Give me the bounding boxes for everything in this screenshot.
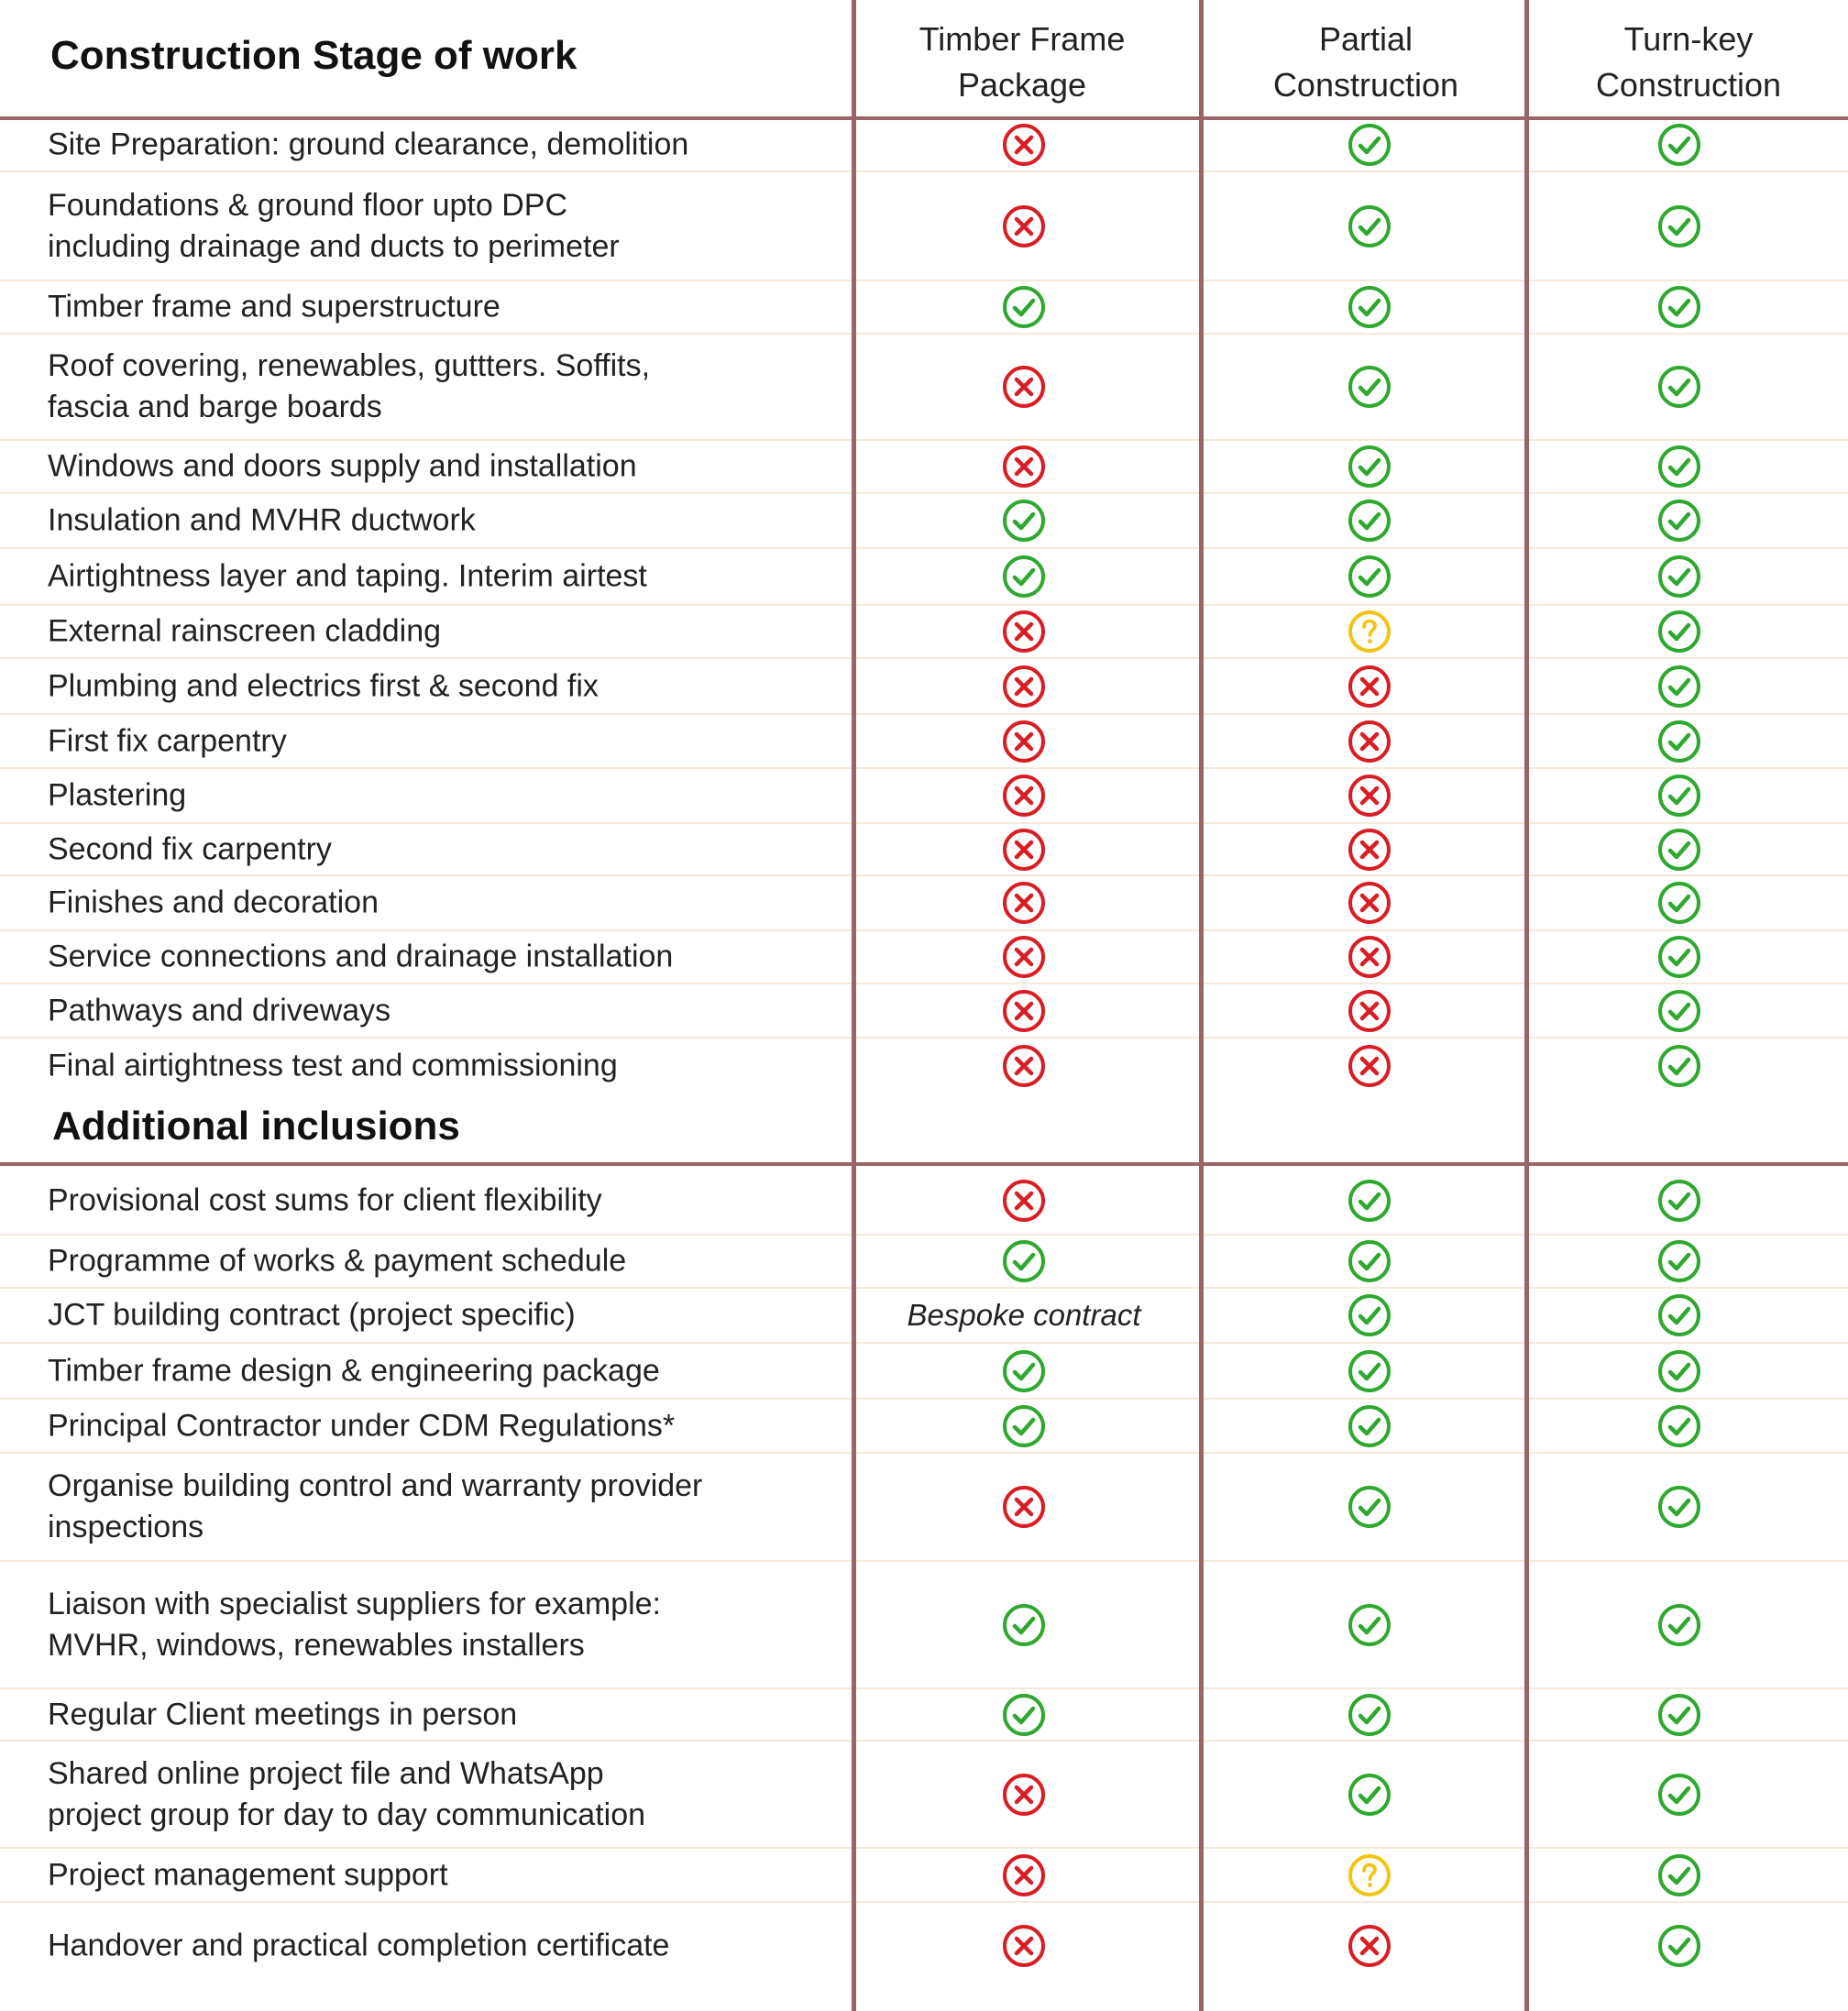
table-row [0, 171, 1848, 280]
check-circle-icon [1348, 445, 1392, 489]
row-label [48, 1241, 626, 1282]
table-row [0, 1038, 1848, 1093]
table-row [0, 1741, 1848, 1848]
cross-circle-icon [1002, 881, 1046, 925]
row-label-line: fascia and barge boards [48, 390, 382, 424]
check-circle-icon [1657, 989, 1701, 1033]
check-circle-icon [1348, 1179, 1392, 1223]
check-circle-icon [1348, 1773, 1392, 1817]
row-label-line: Final airtightness test and commissioning [48, 1048, 618, 1082]
table-row [0, 1288, 1848, 1343]
row-label [48, 500, 476, 542]
check-circle-icon [1657, 881, 1701, 925]
table-row [0, 1453, 1848, 1561]
check-circle-icon [1657, 123, 1701, 167]
cross-circle-icon [1348, 665, 1392, 709]
cross-circle-icon [1002, 1924, 1046, 1968]
table-title: Construction Stage of work [50, 33, 578, 78]
row-label [48, 1045, 618, 1086]
column-header-partial [1204, 16, 1528, 108]
row-label [48, 1753, 645, 1836]
column-divider [852, 0, 856, 2011]
table-row [0, 875, 1848, 930]
row-label [48, 883, 379, 924]
column-divider [1199, 0, 1204, 2011]
column-header-line: Partial [1318, 20, 1414, 58]
check-circle-icon [1657, 774, 1701, 818]
column-header-line: Package [957, 66, 1087, 104]
cross-circle-icon [1002, 665, 1046, 709]
table-row [0, 493, 1848, 548]
section-title: Additional inclusions [52, 1104, 460, 1148]
cross-circle-icon [1002, 1773, 1046, 1817]
check-circle-icon [1657, 1349, 1701, 1393]
column-header-line: Construction [1272, 66, 1459, 104]
row-label [48, 1405, 675, 1446]
check-circle-icon [1657, 445, 1701, 489]
row-label-line: Handover and practical completion certificate [48, 1928, 670, 1962]
cross-circle-icon [1002, 1044, 1046, 1088]
cross-circle-icon [1002, 610, 1046, 654]
check-circle-icon [1348, 1404, 1392, 1448]
row-label-line: Finishes and decoration [48, 885, 380, 920]
question-circle-icon [1348, 610, 1392, 654]
row-label-line: Plastering [48, 777, 187, 813]
cell-text: Bespoke contract [907, 1298, 1141, 1332]
row-label [48, 1925, 669, 1966]
check-circle-icon [1657, 1693, 1701, 1737]
cross-circle-icon [1348, 1044, 1392, 1088]
row-label [48, 990, 390, 1031]
check-circle-icon [1348, 555, 1392, 599]
header-divider [0, 116, 1848, 120]
check-circle-icon [1657, 1293, 1701, 1337]
row-label-line: Insulation and MVHR ductwork [48, 502, 476, 538]
check-circle-icon [1657, 1485, 1701, 1529]
row-label-line: MVHR, windows, renewables installers [48, 1627, 585, 1663]
table-row [0, 930, 1848, 984]
check-circle-icon [1348, 1239, 1392, 1283]
row-label-line: Liaison with specialist suppliers for example: [48, 1586, 661, 1621]
check-circle-icon [1657, 665, 1701, 709]
column-header-line: Construction [1595, 66, 1782, 104]
check-circle-icon [1657, 204, 1701, 248]
cross-circle-icon [1002, 123, 1046, 167]
check-circle-icon [1657, 1044, 1701, 1088]
cross-circle-icon [1002, 1485, 1046, 1529]
row-label [48, 125, 688, 166]
row-label [48, 287, 500, 328]
check-circle-icon [1348, 1485, 1392, 1529]
column-header-line: Timber Frame [918, 20, 1126, 58]
check-circle-icon [1002, 1404, 1046, 1448]
row-label [48, 1350, 660, 1391]
cross-circle-icon [1002, 935, 1046, 979]
row-label-line: Programme of works & payment schedule [48, 1243, 627, 1279]
table-row [0, 118, 1848, 171]
check-circle-icon [1002, 285, 1046, 329]
row-label [48, 775, 186, 817]
question-circle-icon [1348, 1853, 1392, 1897]
check-circle-icon [1657, 365, 1701, 409]
table-row [0, 1561, 1848, 1688]
check-circle-icon [1002, 1239, 1046, 1283]
check-circle-icon [1657, 828, 1701, 872]
row-label-line: Principal Contractor under CDM Regulations* [48, 1408, 676, 1443]
row-label [48, 185, 620, 268]
table-row [0, 605, 1848, 658]
row-label-line: Foundations & ground floor upto DPC [48, 187, 568, 223]
row-label [48, 665, 599, 707]
cross-circle-icon [1002, 365, 1046, 409]
row-label-line: Timber frame and superstructure [48, 289, 500, 324]
table-row [0, 1166, 1848, 1235]
check-circle-icon [1348, 1349, 1392, 1393]
row-label-line: Provisional cost sums for client flexibility [48, 1182, 602, 1217]
cross-circle-icon [1002, 720, 1046, 764]
cross-circle-icon [1002, 1179, 1046, 1223]
table-row [0, 334, 1848, 440]
row-label [48, 829, 332, 870]
check-circle-icon [1348, 285, 1392, 329]
row-label-line: Project management support [48, 1857, 448, 1892]
row-label [48, 346, 650, 428]
column-divider [1524, 0, 1529, 2011]
check-circle-icon [1657, 285, 1701, 329]
row-label-line: inspections [48, 1510, 204, 1544]
check-circle-icon [1348, 204, 1392, 248]
row-label-line: Site Preparation: ground clearance, demolition [48, 126, 689, 162]
row-label-line: Windows and doors supply and installation [48, 448, 637, 484]
cross-circle-icon [1348, 828, 1392, 872]
row-label-line: JCT building contract (project specific) [48, 1297, 576, 1333]
row-label-line: Plumbing and electrics first & second fix [48, 668, 599, 703]
column-header-turnkey [1529, 16, 1848, 108]
column-header-timber-frame [858, 16, 1186, 108]
check-circle-icon [1348, 1603, 1392, 1647]
table-row [0, 1848, 1848, 1902]
row-label [48, 1584, 661, 1666]
check-circle-icon [1002, 1693, 1046, 1737]
table-row [0, 280, 1848, 334]
table-row [0, 1688, 1848, 1741]
row-label-line: including drainage and ducts to perimeter [48, 228, 620, 264]
row-label-line: Regular Client meetings in person [48, 1697, 518, 1731]
row-label [48, 611, 441, 653]
check-circle-icon [1657, 499, 1701, 543]
table-row [0, 440, 1848, 493]
row-label [48, 1180, 602, 1221]
table-row [0, 658, 1848, 714]
check-circle-icon [1657, 1179, 1701, 1223]
check-circle-icon [1002, 555, 1046, 599]
row-label-line: Pathways and driveways [48, 993, 391, 1027]
check-circle-icon [1657, 1773, 1701, 1817]
row-label-line: First fix carpentry [48, 723, 287, 758]
row-label-line: Organise building control and warranty provider [48, 1468, 703, 1503]
row-label [48, 1295, 576, 1336]
table-row [0, 1343, 1848, 1399]
row-label [48, 1854, 448, 1896]
cross-circle-icon [1002, 828, 1046, 872]
check-circle-icon [1657, 1924, 1701, 1968]
row-label [48, 556, 647, 598]
cross-circle-icon [1002, 1853, 1046, 1897]
check-circle-icon [1657, 555, 1701, 599]
row-label-line: Service connections and drainage installation [48, 939, 674, 974]
cross-circle-icon [1002, 774, 1046, 818]
cross-circle-icon [1348, 1924, 1392, 1968]
cross-circle-icon [1002, 445, 1046, 489]
column-header-line: Turn-key [1623, 20, 1754, 58]
cross-circle-icon [1002, 204, 1046, 248]
row-label-line: Shared online project file and WhatsApp [48, 1755, 604, 1791]
row-label [48, 1466, 702, 1548]
check-circle-icon [1002, 499, 1046, 543]
row-label [48, 1694, 517, 1735]
check-circle-icon [1657, 1603, 1701, 1647]
cross-circle-icon [1348, 774, 1392, 818]
row-label-line: Roof covering, renewables, guttters. Soffits, [48, 348, 651, 383]
check-circle-icon [1657, 720, 1701, 764]
check-circle-icon [1002, 1349, 1046, 1393]
row-label-line: Timber frame design & engineering package [48, 1353, 660, 1388]
check-circle-icon [1348, 365, 1392, 409]
row-label [48, 446, 637, 488]
cross-circle-icon [1348, 881, 1392, 925]
check-circle-icon [1348, 1293, 1392, 1337]
check-circle-icon [1657, 1239, 1701, 1283]
table-row [0, 1235, 1848, 1288]
check-circle-icon [1657, 1853, 1701, 1897]
table-row [0, 714, 1848, 768]
table-row [0, 768, 1848, 823]
check-circle-icon [1348, 123, 1392, 167]
table-row [0, 823, 1848, 875]
row-label-line: Second fix carpentry [48, 831, 332, 866]
table-row [0, 984, 1848, 1038]
table-row [0, 548, 1848, 605]
row-label-line: External rainscreen cladding [48, 613, 442, 649]
row-label [48, 937, 673, 978]
row-label-line: project group for day to day communication [48, 1797, 646, 1832]
table-row [0, 1902, 1848, 1989]
table-row [0, 1399, 1848, 1453]
cross-circle-icon [1348, 989, 1392, 1033]
cross-circle-icon [1002, 989, 1046, 1033]
check-circle-icon [1657, 935, 1701, 979]
check-circle-icon [1348, 1693, 1392, 1737]
check-circle-icon [1348, 499, 1392, 543]
row-label-line: Airtightness layer and taping. Interim airtest [48, 558, 647, 594]
check-circle-icon [1002, 1603, 1046, 1647]
row-label [48, 720, 287, 762]
check-circle-icon [1657, 1404, 1701, 1448]
section-divider [0, 1162, 1848, 1166]
check-circle-icon [1657, 610, 1701, 654]
cross-circle-icon [1348, 720, 1392, 764]
cross-circle-icon [1348, 935, 1392, 979]
